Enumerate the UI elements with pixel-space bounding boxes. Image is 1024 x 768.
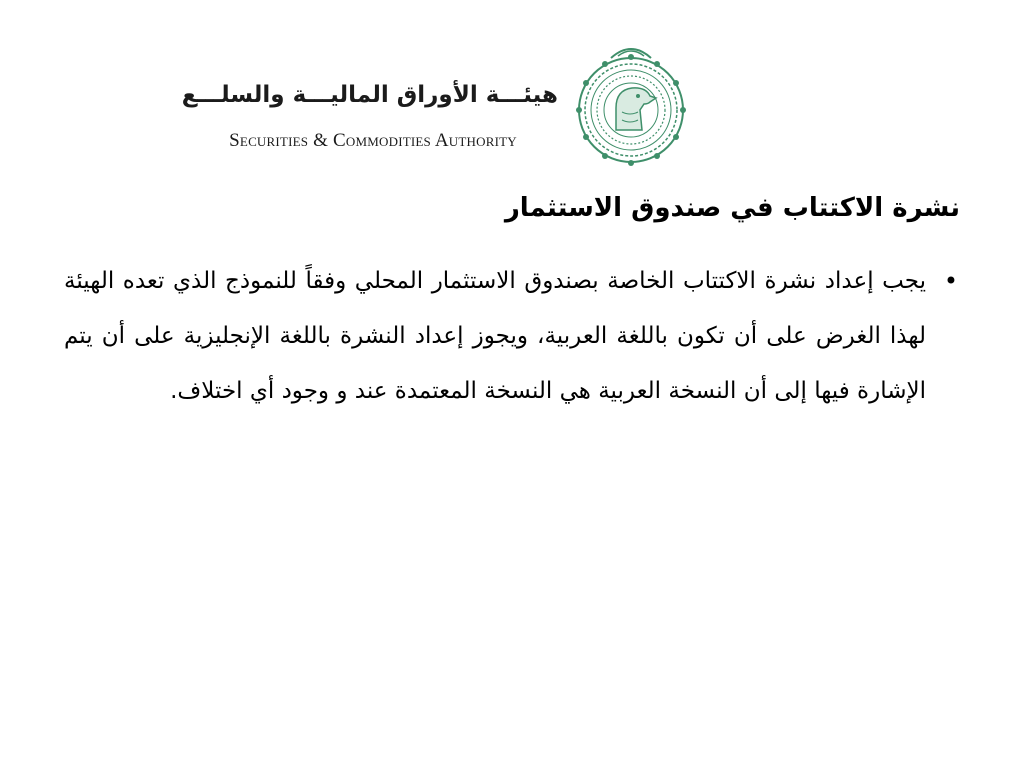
logo-english-name: Securities & Commodities Authority bbox=[229, 130, 517, 151]
slide-title: نشرة الاكتتاب في صندوق الاستثمار bbox=[504, 193, 960, 223]
bullet-list bbox=[64, 254, 960, 419]
sca-logo bbox=[180, 38, 680, 168]
logo-arabic-name: هيئـــة الأوراق الماليـــة والسلـــع bbox=[181, 82, 558, 108]
falcon-emblem-icon bbox=[576, 38, 686, 168]
bullet-item bbox=[64, 254, 960, 419]
bullet-marker: • bbox=[943, 267, 958, 295]
bullet-text: يجب إعداد نشرة الاكتتاب الخاصة بصندوق الاستثمار المحلي وفقاً للنموذج الذي تعده الهيئة لهذا الغرض على أن تكون باللغة العربية، ويجوز إعداد النشرة باللغة الإنجليزية على أن يتم الإشارة فيها إلى أن النسخة العربية هي النسخة المعتمدة عند و وجود أي اختلاف. bbox=[64, 268, 926, 404]
